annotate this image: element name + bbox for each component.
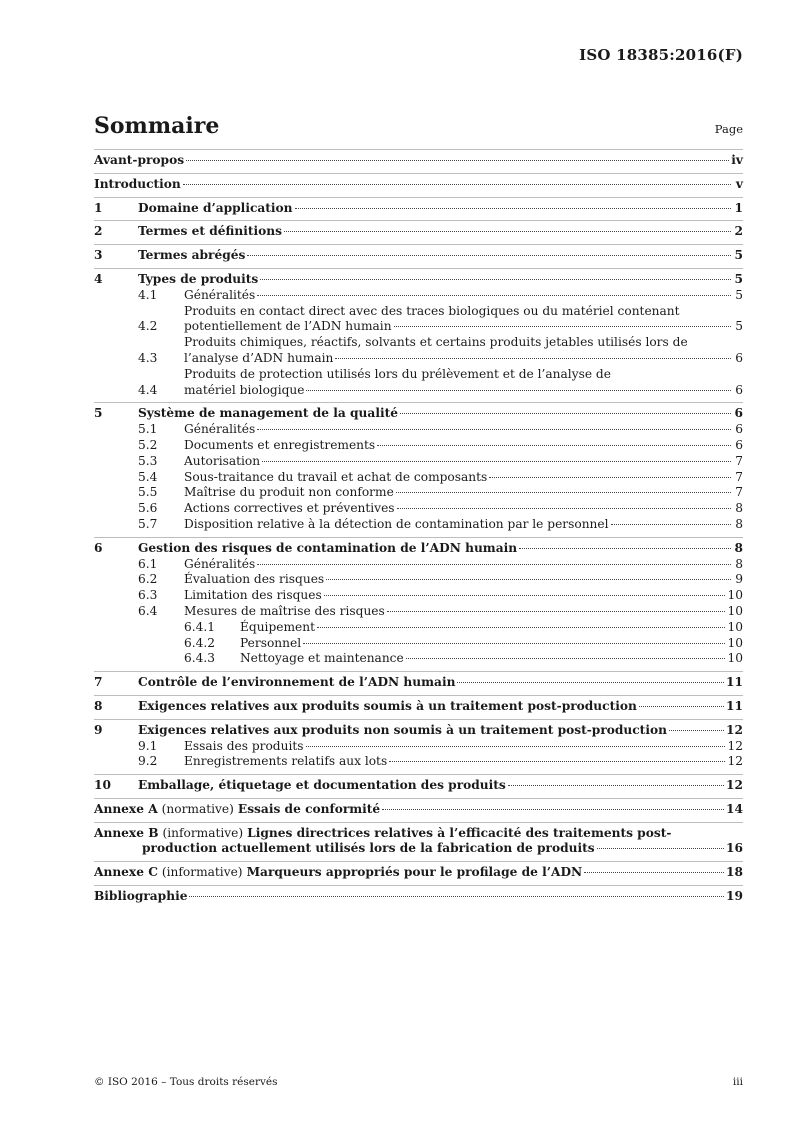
toc-entry-number: 8: [94, 698, 103, 713]
title-row: [94, 113, 743, 139]
toc-annex-line: [94, 802, 743, 818]
toc-subentry-number: 5.4: [138, 469, 158, 484]
toc-subentry-number: 4.3: [138, 350, 158, 365]
toc-entry-title: Types de produits: [138, 271, 259, 286]
toc-entry-page: iv: [731, 153, 743, 167]
dot-leader: [639, 705, 724, 707]
toc-entry-body: [138, 699, 743, 715]
toc-subentry-body: [184, 739, 743, 755]
toc-subentry-page: 12: [727, 738, 743, 753]
toc-subentry-body: [240, 620, 743, 636]
dot-leader: [257, 563, 731, 565]
toc-entry-body: [138, 272, 743, 288]
toc-entry-number: 10: [94, 778, 111, 793]
toc-subentry-line-last: [184, 319, 743, 335]
toc-section: [94, 197, 743, 221]
toc-entry-number: 7: [94, 675, 103, 690]
dot-leader: [397, 507, 731, 509]
toc-subentry-body: [184, 438, 743, 454]
toc-annex[interactable]: [94, 822, 743, 862]
toc-subentry[interactable]: [94, 304, 743, 336]
toc-subentry-title: Documents et enregistrements: [184, 437, 376, 452]
toc-subentry[interactable]: [94, 604, 743, 620]
dot-leader: [257, 428, 731, 430]
toc-entry-title: Exigences relatives aux produits soumis à un traitement post-production: [138, 698, 637, 713]
toc-subentry-body: [184, 588, 743, 604]
copyright-notice: © ISO 2016 – Tous droits réservés: [94, 1076, 278, 1088]
toc-section: [94, 268, 743, 402]
toc-entry-title: Exigences relatives aux produits non soumis à un traitement post-production: [138, 722, 667, 737]
toc-subentry[interactable]: [94, 620, 743, 636]
toc-subentry-page: 7: [735, 453, 743, 468]
page-title: Sommaire: [94, 113, 220, 139]
bibliography-page: 19: [726, 889, 743, 904]
toc-subentry-number: 5.2: [138, 437, 158, 452]
toc-subentry-page: 6: [735, 437, 743, 452]
toc-entry-page: 2: [734, 224, 743, 239]
toc-entry-number: 6: [94, 540, 103, 555]
toc-subentry-line: matériel biologique: [184, 382, 305, 397]
toc-subentry-text: [184, 304, 743, 336]
toc-subentry-line: Produits de protection utilisés lors du prélèvement et de l’analyse de: [184, 366, 611, 381]
toc-annex[interactable]: [94, 798, 743, 822]
toc-entry-body: [138, 675, 743, 691]
annex-label: Annexe B: [94, 825, 159, 840]
toc-entry[interactable]: [94, 406, 743, 422]
toc-entry-page: 5: [734, 248, 743, 263]
dot-leader: [387, 610, 726, 612]
document-id: ISO 18385:2016(F): [579, 46, 743, 64]
toc-subentry-body: [184, 557, 743, 573]
toc-subentry-title: Personnel: [240, 635, 302, 650]
toc-subentry-title: Disposition relative à la détection de contamination par le personnel: [184, 516, 609, 531]
toc-subentry[interactable]: [94, 588, 743, 604]
toc-section: [94, 774, 743, 798]
toc-section: [94, 671, 743, 695]
toc-section: [94, 149, 743, 173]
annex-title-line: production actuellement utilisés lors de la fabrication de produits: [142, 841, 595, 856]
toc-subentry[interactable]: [94, 470, 743, 486]
dot-leader: [597, 847, 724, 849]
toc-subentry-body: [184, 501, 743, 517]
annex-page: 14: [726, 801, 743, 816]
toc-bibliography[interactable]: [94, 885, 743, 909]
toc-subentry-number: 6.1: [138, 556, 158, 571]
toc-subentry-line: potentiellement de l’ADN humain: [184, 319, 392, 334]
toc-subentry[interactable]: [94, 288, 743, 304]
toc-annex-line: [94, 841, 743, 857]
toc-entry-page: 12: [726, 722, 743, 737]
dot-leader: [260, 278, 731, 280]
toc-subentry-number: 6.2: [138, 572, 158, 587]
toc-section: [94, 695, 743, 719]
toc-entry-number: 4: [94, 271, 103, 286]
toc-subentry-title: Essais des produits: [184, 738, 304, 753]
page-number: iii: [732, 1076, 743, 1088]
toc-subentry-body: [184, 367, 743, 399]
dot-leader: [377, 444, 731, 446]
toc-subentry-body: [184, 754, 743, 770]
toc-subentry-title: Généralités: [184, 287, 256, 302]
toc-subentry-body: [184, 517, 743, 533]
toc-entry-page: v: [735, 176, 743, 191]
dot-leader: [508, 784, 724, 786]
table-of-contents: [94, 149, 743, 909]
toc-subentry-number: 5.3: [138, 453, 158, 468]
toc-entry-title: Avant-propos: [94, 153, 185, 167]
toc-subentry-body: [184, 572, 743, 588]
toc-entry-body: [138, 201, 743, 217]
toc-entry[interactable]: [94, 153, 743, 169]
toc-subentry-line: Produits chimiques, réactifs, solvants et certains produits jetables utilisés lors de: [184, 335, 688, 350]
toc-entry-body: [138, 406, 743, 422]
toc-entry[interactable]: [94, 723, 743, 739]
toc-subentry-body: [240, 651, 743, 667]
annex-page: 16: [726, 841, 743, 856]
annex-type: (informative): [161, 865, 243, 880]
dot-leader: [669, 729, 724, 731]
toc-entry[interactable]: [94, 675, 743, 691]
toc-subentry[interactable]: [94, 422, 743, 438]
toc-subentry-page: 10: [727, 619, 743, 634]
toc-subentry-number: 5.1: [138, 422, 158, 437]
toc-subentry-body: [240, 636, 743, 652]
toc-subentry[interactable]: [94, 438, 743, 454]
toc-entry-title: Introduction: [94, 176, 181, 191]
annex-title: Essais de conformité: [237, 801, 381, 816]
dot-leader: [247, 254, 731, 256]
toc-entry-title: Emballage, étiquetage et documentation des produits: [138, 778, 506, 793]
toc-subentry[interactable]: [94, 754, 743, 770]
toc-entry[interactable]: [94, 778, 743, 794]
dot-leader: [611, 523, 731, 525]
toc-entry-page: 1: [734, 200, 743, 215]
toc-subentry-page: 5: [735, 287, 743, 302]
toc-subentry[interactable]: [94, 651, 743, 667]
toc-subentry-page: 6: [735, 382, 743, 397]
toc-annex-line: [94, 826, 743, 842]
toc-subentry-page: 8: [735, 501, 743, 516]
toc-subentry-number: 5.7: [138, 516, 158, 531]
toc-subentry-page: 10: [727, 635, 743, 650]
bibliography-title: Bibliographie: [94, 889, 188, 904]
toc-subentry[interactable]: [94, 557, 743, 573]
dot-leader: [303, 642, 725, 644]
toc-subentry-title: Généralités: [184, 556, 256, 571]
dot-leader: [257, 294, 731, 296]
toc-subentry[interactable]: [94, 367, 743, 399]
toc-subentry-line-last: [184, 383, 743, 399]
dot-leader: [306, 745, 726, 747]
toc-entry-number: 3: [94, 248, 103, 263]
toc-entry-body: [138, 541, 743, 557]
toc-subentry-body: [184, 288, 743, 304]
toc-section: [94, 220, 743, 244]
toc-subentry[interactable]: [94, 454, 743, 470]
toc-subentry-title: Sous-traitance du travail et achat de composants: [184, 469, 488, 484]
toc-entry: [94, 889, 743, 905]
toc-entry-body: [138, 723, 743, 739]
toc-subentry-page: 8: [735, 556, 743, 571]
toc-subentry-line: l’analyse d’ADN humain: [184, 350, 334, 365]
toc-entry[interactable]: [94, 224, 743, 240]
toc-subentry-page: 8: [735, 516, 743, 531]
toc-subentry[interactable]: [94, 485, 743, 501]
toc-entry-body: [94, 889, 743, 905]
toc-annex-body: [94, 865, 743, 881]
toc-subentry-number: 6.4.2: [184, 635, 216, 650]
dot-leader: [317, 626, 726, 628]
toc-entry-page: 6: [734, 406, 743, 421]
toc-subentry-number: 5.5: [138, 485, 158, 500]
toc-entry-body: [138, 778, 743, 794]
dot-leader: [584, 871, 724, 873]
toc-entry-page: 8: [734, 540, 743, 555]
toc-annex-line: [94, 865, 743, 881]
toc-section: [94, 402, 743, 536]
toc-subentry-title: Limitation des risques: [184, 588, 322, 603]
toc-subentry-body: [184, 604, 743, 620]
dot-leader: [324, 594, 726, 596]
dot-leader: [284, 230, 731, 232]
toc-annex[interactable]: [94, 861, 743, 885]
annex-title: Marqueurs appropriés pour le profilage de l’ADN: [246, 865, 583, 880]
toc-subentry-text: [184, 335, 743, 367]
toc-subentry[interactable]: [94, 335, 743, 367]
toc-subentry-page: 9: [735, 572, 743, 587]
toc-subentry-page: 6: [735, 350, 743, 365]
toc-subentry-title: Maîtrise du produit non conforme: [184, 485, 394, 500]
toc-subentry-line-last: [184, 351, 743, 367]
toc-entry-page: 11: [726, 675, 743, 690]
toc-entry-title: Termes abrégés: [138, 248, 246, 263]
toc-subentry-page: 7: [735, 469, 743, 484]
toc-subentry-body: [184, 454, 743, 470]
dot-leader: [457, 681, 724, 683]
dot-leader: [389, 760, 725, 762]
toc-subentry-title: Enregistrements relatifs aux lots: [184, 754, 388, 769]
annex-type: (informative): [162, 825, 244, 840]
toc-subentry[interactable]: [94, 636, 743, 652]
annex-label: Annexe C: [94, 865, 158, 880]
toc-entry[interactable]: [94, 272, 743, 288]
dot-leader: [382, 808, 724, 810]
toc-entry-body: [94, 177, 743, 193]
toc-subentry-body: [184, 304, 743, 336]
toc-subentry-number: 4.1: [138, 287, 158, 302]
toc-subentry-number: 4.4: [138, 382, 158, 397]
toc-subentry-page: 10: [727, 603, 743, 618]
toc-annex-body: [142, 841, 743, 857]
toc-subentry-page: 5: [735, 319, 743, 334]
dot-leader: [396, 491, 731, 493]
toc-subentry-number: 6.3: [138, 588, 158, 603]
toc-section: [94, 719, 743, 774]
toc-section: [94, 244, 743, 268]
dot-leader: [394, 325, 731, 327]
toc-subentry-body: [184, 470, 743, 486]
dot-leader: [295, 207, 731, 209]
toc-subentry[interactable]: [94, 739, 743, 755]
toc-entry[interactable]: [94, 248, 743, 264]
dot-leader: [183, 183, 731, 185]
toc-entry[interactable]: [94, 541, 743, 557]
toc-subentry[interactable]: [94, 517, 743, 533]
toc-subentry-title: Actions correctives et préventives: [184, 501, 395, 516]
toc-subentry-title: Mesures de maîtrise des risques: [184, 603, 385, 618]
dot-leader: [400, 412, 731, 414]
toc-entry[interactable]: [94, 177, 743, 193]
toc-entry-number: 1: [94, 200, 103, 215]
toc-entry[interactable]: [94, 201, 743, 217]
toc-entry-page: 11: [726, 698, 743, 713]
annex-title-line: Lignes directrices relatives à l’efficacité des traitements post-: [247, 825, 672, 840]
toc-subentry-body: [184, 485, 743, 501]
toc-entry-title: Contrôle de l’environnement de l’ADN humain: [138, 675, 456, 690]
toc-entry-page: 5: [734, 271, 743, 286]
toc-subentry-page: 6: [735, 422, 743, 437]
toc-subentry-number: 6.4: [138, 603, 158, 618]
toc-subentry-title: Évaluation des risques: [184, 572, 325, 587]
toc-subentry-body: [184, 335, 743, 367]
toc-annex-body: [94, 802, 743, 818]
toc-entry-body: [94, 153, 743, 169]
toc-entry-number: 2: [94, 224, 103, 239]
toc-subentry-title: Nettoyage et maintenance: [240, 651, 404, 666]
toc-entry-title: Termes et définitions: [138, 224, 282, 239]
toc-entry[interactable]: [94, 699, 743, 715]
toc-section: [94, 173, 743, 197]
toc-entry-title: Système de management de la qualité: [138, 406, 398, 421]
dot-leader: [406, 657, 726, 659]
annex-label: Annexe A: [94, 801, 158, 816]
toc-entry-title: Domaine d’application: [138, 200, 293, 215]
dot-leader: [186, 159, 729, 161]
toc-subentry-title: Autorisation: [184, 453, 261, 468]
toc-entry-number: 9: [94, 722, 103, 737]
dot-leader: [262, 460, 731, 462]
toc-entry-body: [138, 224, 743, 240]
toc-section: [94, 537, 743, 671]
toc-subentry-page: 10: [727, 588, 743, 603]
dot-leader: [335, 357, 731, 359]
toc-entry-body: [138, 248, 743, 264]
toc-subentry-text: [184, 367, 743, 399]
toc-subentry-number: 4.2: [138, 319, 158, 334]
toc-entry-page: 12: [726, 778, 743, 793]
toc-subentry-number: 9.2: [138, 754, 158, 769]
annex-type: (normative): [161, 801, 234, 816]
toc-subentry-line: Produits en contact direct avec des traces biologiques ou du matériel contenant: [184, 303, 680, 318]
toc-subentry-number: 6.4.3: [184, 651, 216, 666]
dot-leader: [306, 389, 731, 391]
dot-leader: [326, 578, 731, 580]
toc-subentry-number: 6.4.1: [184, 619, 216, 634]
page-column-label: Page: [714, 122, 743, 136]
dot-leader: [489, 476, 731, 478]
toc-subentry-number: 5.6: [138, 501, 158, 516]
toc-subentry-page: 7: [735, 485, 743, 500]
toc-subentry-title: Généralités: [184, 422, 256, 437]
toc-subentry-body: [184, 422, 743, 438]
toc-subentry[interactable]: [94, 572, 743, 588]
dot-leader: [519, 547, 731, 549]
toc-subentry[interactable]: [94, 501, 743, 517]
toc-entry-title: Gestion des risques de contamination de l’ADN humain: [138, 540, 518, 555]
toc-subentry-page: 12: [727, 754, 743, 769]
annex-page: 18: [726, 865, 743, 880]
toc-subentry-page: 10: [727, 651, 743, 666]
dot-leader: [189, 895, 724, 897]
toc-subentry-number: 9.1: [138, 738, 158, 753]
toc-entry-number: 5: [94, 406, 103, 421]
toc-subentry-title: Équipement: [240, 619, 315, 634]
